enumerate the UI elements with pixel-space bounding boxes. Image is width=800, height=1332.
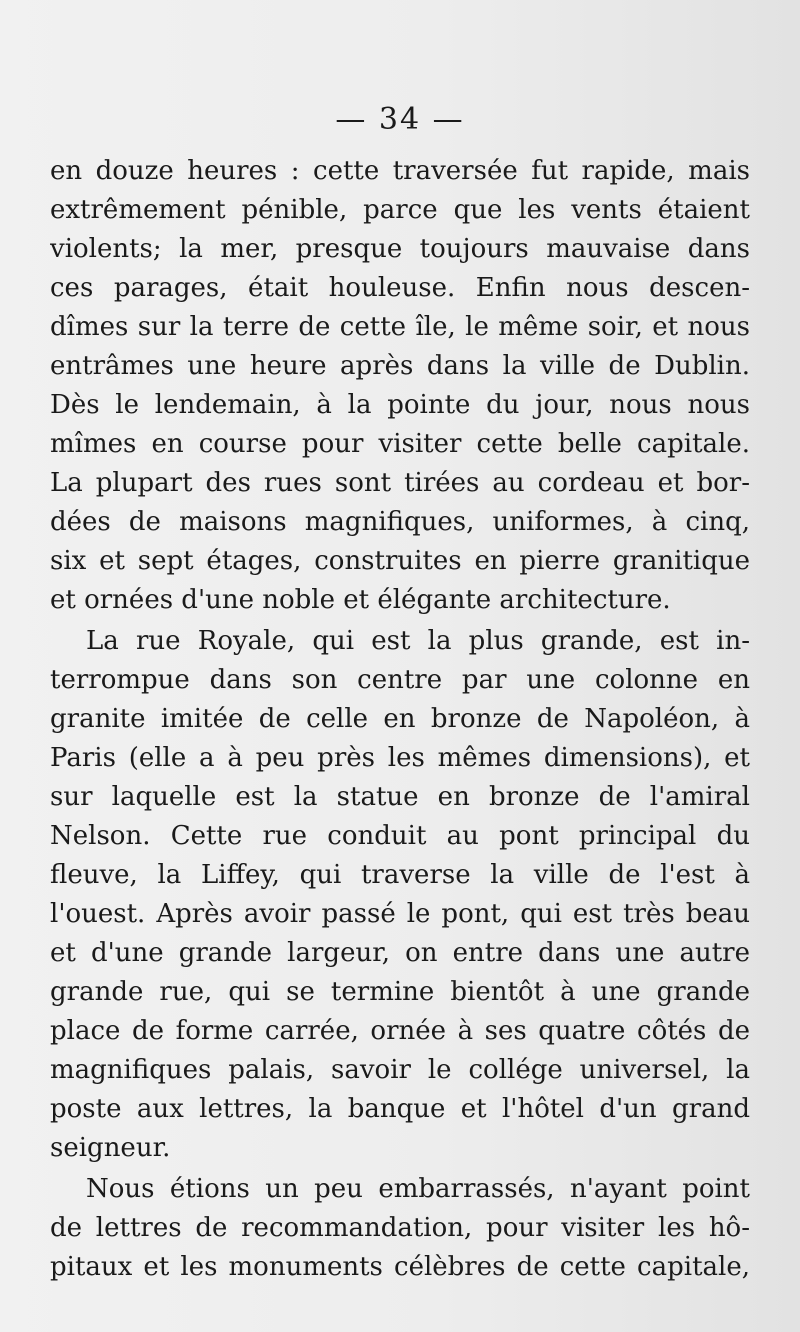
text-line: terrompue dans son centre par une colonne en [50, 665, 750, 695]
text-line: dîmes sur la terre de cette île, le même soir, et nous [50, 312, 750, 342]
text-line: et ornées d'une noble et élégante architecture. [50, 585, 671, 615]
text-line: grande rue, qui se termine bientôt à une grande [50, 977, 750, 1007]
text-line: La plupart des rues sont tirées au cordeau et bor- [50, 468, 750, 498]
text-line: Nous étions un peu embarrassés, n'ayant point [86, 1174, 750, 1204]
paragraph-3 [50, 1170, 750, 1287]
text-line: entrâmes une heure après dans la ville de Dublin. [50, 351, 750, 381]
text-line: seigneur. [50, 1133, 171, 1163]
paragraph-1 [50, 152, 750, 620]
text-line: dées de maisons magnifiques, uniformes, à cinq, [50, 507, 750, 537]
text-line: magnifiques palais, savoir le collége universel, la [50, 1055, 750, 1085]
text-line: en douze heures : cette traversée fut rapide, mais [50, 156, 750, 186]
text-line: et d'une grande largeur, on entre dans une autre [50, 938, 750, 968]
text-line: l'ouest. Après avoir passé le pont, qui est très beau [50, 899, 750, 929]
text-line: La rue Royale, qui est la plus grande, est in- [86, 626, 750, 656]
text-line: Paris (elle a à peu près les mêmes dimensions), et [50, 743, 750, 773]
text-line: pitaux et les monuments célèbres de cette capitale, [50, 1252, 750, 1282]
text-line: fleuve, la Liffey, qui traverse la ville de l'est à [50, 860, 750, 890]
page-number: — 34 — [335, 102, 465, 137]
text-line: ces parages, était houleuse. Enfin nous descen- [50, 273, 750, 303]
text-line: Nelson. Cette rue conduit au pont principal du [50, 821, 750, 851]
text-line: de lettres de recommandation, pour visiter les hô- [50, 1213, 750, 1243]
text-line: extrêmement pénible, parce que les vents étaient [50, 195, 750, 225]
text-line: mîmes en course pour visiter cette belle capitale. [50, 429, 750, 459]
text-line: place de forme carrée, ornée à ses quatre côtés de [50, 1016, 750, 1046]
text-line: poste aux lettres, la banque et l'hôtel d'un grand [50, 1094, 750, 1124]
paragraph-2 [50, 622, 750, 1168]
text-line: sur laquelle est la statue en bronze de l'amiral [50, 782, 750, 812]
text-line: six et sept étages, construites en pierre granitique [50, 546, 750, 576]
text-line: granite imitée de celle en bronze de Napoléon, à [50, 704, 750, 734]
text-line: Dès le lendemain, à la pointe du jour, nous nous [50, 390, 750, 420]
text-line: violents; la mer, presque toujours mauvaise dans [50, 234, 750, 264]
body-text [50, 152, 750, 1287]
